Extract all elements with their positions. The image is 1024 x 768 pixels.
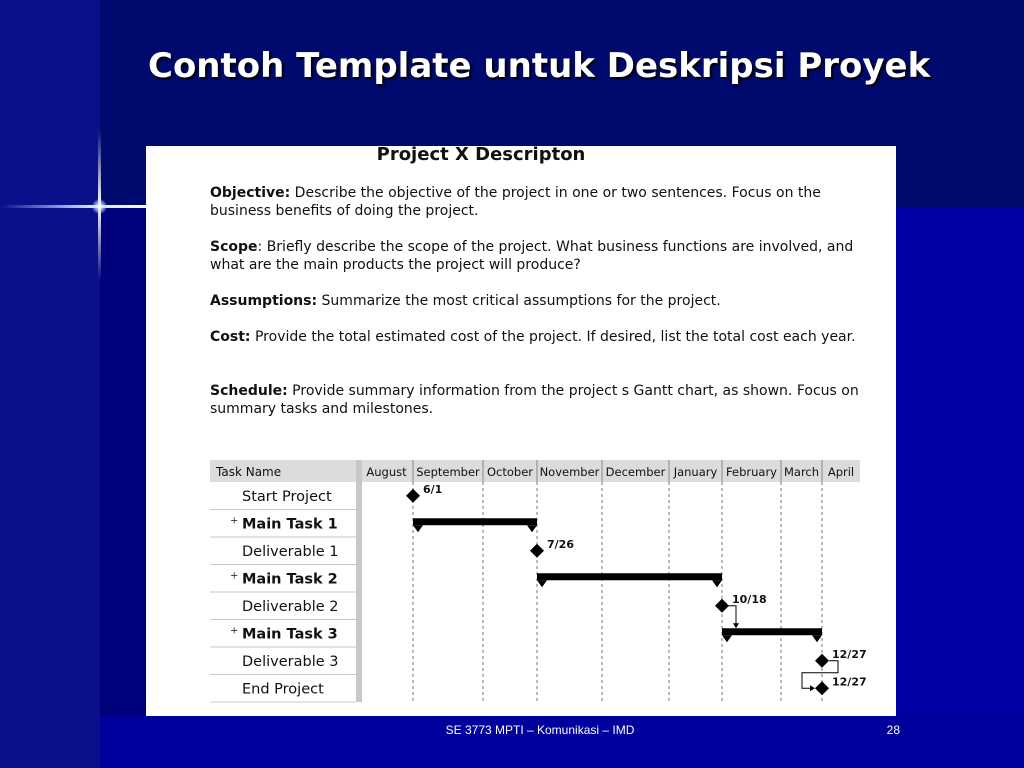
- month-label-february: February: [726, 465, 777, 479]
- section-text: Describe the objective of the project in one or two sentences. Focus on the business benefits of doing the project.: [210, 185, 821, 219]
- month-label-april: April: [827, 465, 855, 479]
- milestone-date-label: 10/18: [732, 592, 767, 606]
- milestone-date-label: 6/1: [423, 482, 443, 496]
- dependency-arrow: [728, 606, 736, 626]
- task-name: Start Project: [242, 489, 332, 505]
- task-name: Deliverable 1: [242, 544, 339, 560]
- dependency-arrowhead: [810, 685, 815, 691]
- month-label-august: August: [366, 465, 407, 479]
- section-text: Provide summary information from the project s Gantt chart, as shown. Focus on summary tasks and milestones.: [210, 383, 859, 417]
- page-number: 28: [886, 723, 900, 737]
- expand-icon: +: [230, 570, 239, 582]
- section-text: Provide the total estimated cost of the project. If desired, list the total cost each year.: [250, 329, 856, 345]
- summary-bar: [537, 573, 722, 580]
- section-label: Scope: [210, 239, 258, 255]
- background-right-band: [895, 208, 1024, 768]
- month-label-september: September: [416, 465, 480, 479]
- task-name-header: Task Name: [216, 465, 282, 479]
- milestone-date-label: 12/27: [832, 675, 867, 689]
- milestone-date-label: 7/26: [547, 537, 574, 551]
- summary-bar: [413, 518, 537, 525]
- section-label: Cost:: [210, 329, 251, 345]
- month-label-march: March: [783, 465, 820, 479]
- summary-bar-start-cap: [722, 635, 732, 642]
- task-name: Main Task 1: [242, 516, 338, 533]
- table-separator: [356, 460, 362, 702]
- summary-bar-end-cap: [527, 525, 537, 532]
- month-label-december: December: [605, 465, 666, 479]
- summary-bar: [722, 628, 822, 635]
- summary-bar-start-cap: [537, 580, 547, 587]
- milestone-diamond: [715, 599, 729, 613]
- expand-icon: +: [230, 625, 239, 637]
- document-image: [146, 146, 896, 716]
- section-schedule: [210, 382, 870, 418]
- dependency-arrowhead: [733, 623, 739, 628]
- task-name: Deliverable 3: [242, 654, 339, 670]
- section-assumptions: [210, 292, 870, 310]
- task-name: Main Task 3: [242, 626, 338, 643]
- gantt-chart: [210, 460, 867, 710]
- sparkle-icon: [92, 199, 107, 214]
- task-name: Deliverable 2: [242, 599, 339, 615]
- expand-icon: +: [230, 515, 239, 527]
- slide-title: Contoh Template untuk Deskripsi Proyek: [148, 46, 931, 86]
- month-label-october: October: [486, 465, 534, 479]
- slide-footer: SE 3773 MPTI – Komunikasi – IMD: [445, 723, 635, 737]
- section-objective: [210, 184, 870, 220]
- summary-bar-end-cap: [812, 635, 822, 642]
- section-cost: [210, 328, 870, 346]
- summary-bar-start-cap: [413, 525, 423, 532]
- milestone-diamond: [406, 489, 420, 503]
- month-label-january: January: [673, 465, 718, 479]
- task-name: End Project: [242, 681, 324, 698]
- month-label-november: November: [539, 465, 600, 479]
- task-name: Main Task 2: [242, 571, 338, 588]
- section-label: Schedule:: [210, 383, 288, 399]
- section-label: Objective:: [210, 185, 291, 201]
- section-text: : Briefly describe the scope of the project. What business functions are involved, and what are the main products the project will produce?: [210, 239, 854, 273]
- document-title: Project X Descripton: [376, 144, 586, 165]
- section-text: Summarize the most critical assumptions for the project.: [317, 293, 721, 309]
- section-label: Assumptions:: [210, 293, 318, 309]
- milestone-diamond: [815, 681, 829, 695]
- section-scope: [210, 238, 870, 274]
- sparkle-horizontal: [0, 205, 150, 208]
- background-left-band: [0, 0, 100, 768]
- milestone-diamond: [530, 544, 544, 558]
- summary-bar-end-cap: [712, 580, 722, 587]
- milestone-diamond: [815, 654, 829, 668]
- milestone-date-label: 12/27: [832, 647, 867, 661]
